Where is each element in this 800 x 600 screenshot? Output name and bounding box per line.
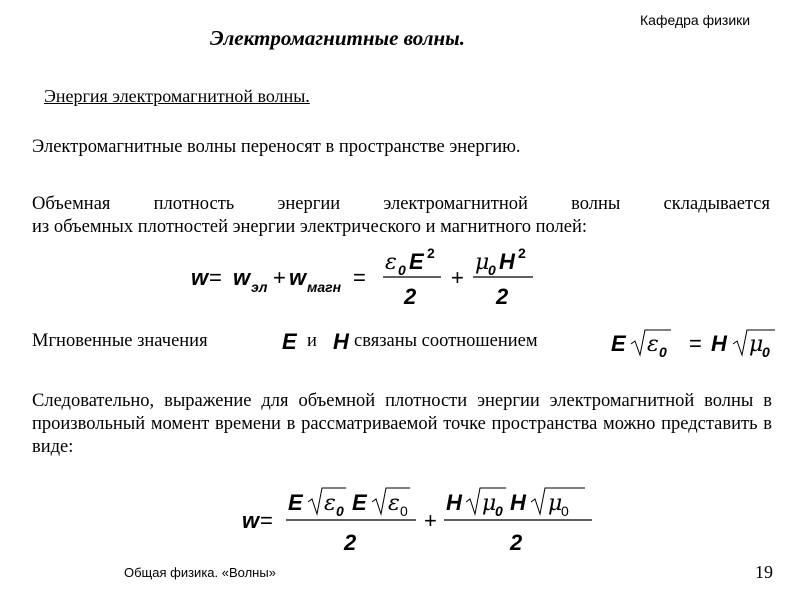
formula-symbol: H: [711, 331, 727, 356]
formula-denominator: 2: [344, 530, 357, 555]
formula-symbol-H: H: [333, 329, 349, 354]
formula-subscript: эл: [251, 279, 268, 295]
formula-symbol-E: E: [282, 329, 297, 354]
formula-equals: =: [353, 265, 366, 290]
formula-equals: =: [689, 331, 702, 356]
formula-subscript: 0: [495, 503, 503, 519]
formula-symbol: E: [352, 490, 367, 515]
formula-subscript: 0: [762, 344, 770, 360]
paragraph-and: и: [307, 331, 317, 351]
paragraph-energy-density: [32, 193, 770, 239]
formula-symbol: w: [289, 265, 307, 290]
formula-subscript: магн: [307, 279, 342, 295]
page-title: Электромагнитные волны.: [210, 26, 465, 50]
formula-denominator: 2: [510, 530, 523, 555]
formula-subscript: 0: [488, 262, 496, 278]
paragraph-energy-transfer: Электромагнитные волны переносят в пространстве энергию.: [32, 137, 521, 157]
formula-equals: =: [209, 265, 222, 290]
formula-symbol: w: [233, 265, 251, 290]
formula-plus: +: [424, 508, 437, 533]
formula-denominator: 2: [496, 284, 509, 309]
formula-symbol: E: [288, 490, 303, 515]
formula-subscript: 0: [400, 503, 408, 519]
page-number: 19: [755, 562, 773, 582]
paragraph-instant-values: [32, 330, 208, 353]
formula-denominator: 2: [404, 284, 417, 309]
formula-mu: μ: [749, 332, 764, 357]
footer-course: Общая физика. «Волны»: [124, 565, 276, 580]
paragraph-relation: связаны соотношением: [354, 331, 538, 351]
formula-mu: μ: [475, 250, 490, 275]
paragraph-conclusion: Следовательно, выражение для объемной плотности энергии электромагнитной волны в произвольный момент времени в рассматриваемой точке пространства можно представить в виде:: [32, 391, 772, 457]
formula-energy-density: [185, 240, 565, 315]
formula-plus: +: [273, 265, 286, 290]
formula-symbol: E: [409, 249, 424, 274]
formula-symbol: H: [499, 249, 515, 274]
formula-epsilon: ε: [647, 332, 659, 357]
formula-energy-density-final: [240, 480, 610, 560]
formula-superscript: 2: [518, 245, 526, 261]
paragraph-line: Объемная плотность энергии электромагнитной волны складывается: [32, 194, 770, 214]
formula-plus: +: [451, 265, 464, 290]
formula-e-h-relation: [605, 322, 790, 362]
formula-mu: μ: [482, 491, 497, 516]
formula-symbol: H: [446, 490, 462, 515]
paragraph-line: из объемных плотностей энергии электрического и магнитного полей:: [32, 217, 587, 237]
formula-symbol: H: [510, 490, 526, 515]
formula-symbol: w: [191, 265, 209, 290]
formula-symbol: E: [611, 331, 626, 356]
formula-equals: =: [260, 508, 273, 533]
department-label: Кафедра физики: [640, 12, 751, 28]
section-subtitle: Энергия электромагнитной волны.: [44, 86, 310, 106]
formula-subscript: 0: [561, 503, 569, 519]
formula-mu: μ: [548, 491, 563, 516]
formula-epsilon: ε: [324, 491, 336, 516]
formula-subscript: 0: [659, 344, 667, 360]
formula-superscript: 2: [427, 245, 435, 261]
formula-subscript: 0: [336, 503, 344, 519]
formula-epsilon: ε: [388, 491, 400, 516]
formula-symbol: w: [242, 508, 260, 533]
formula-subscript: 0: [398, 262, 406, 278]
paragraph-text: Мгновенные значения: [32, 331, 208, 351]
formula-epsilon: ε: [385, 250, 397, 275]
